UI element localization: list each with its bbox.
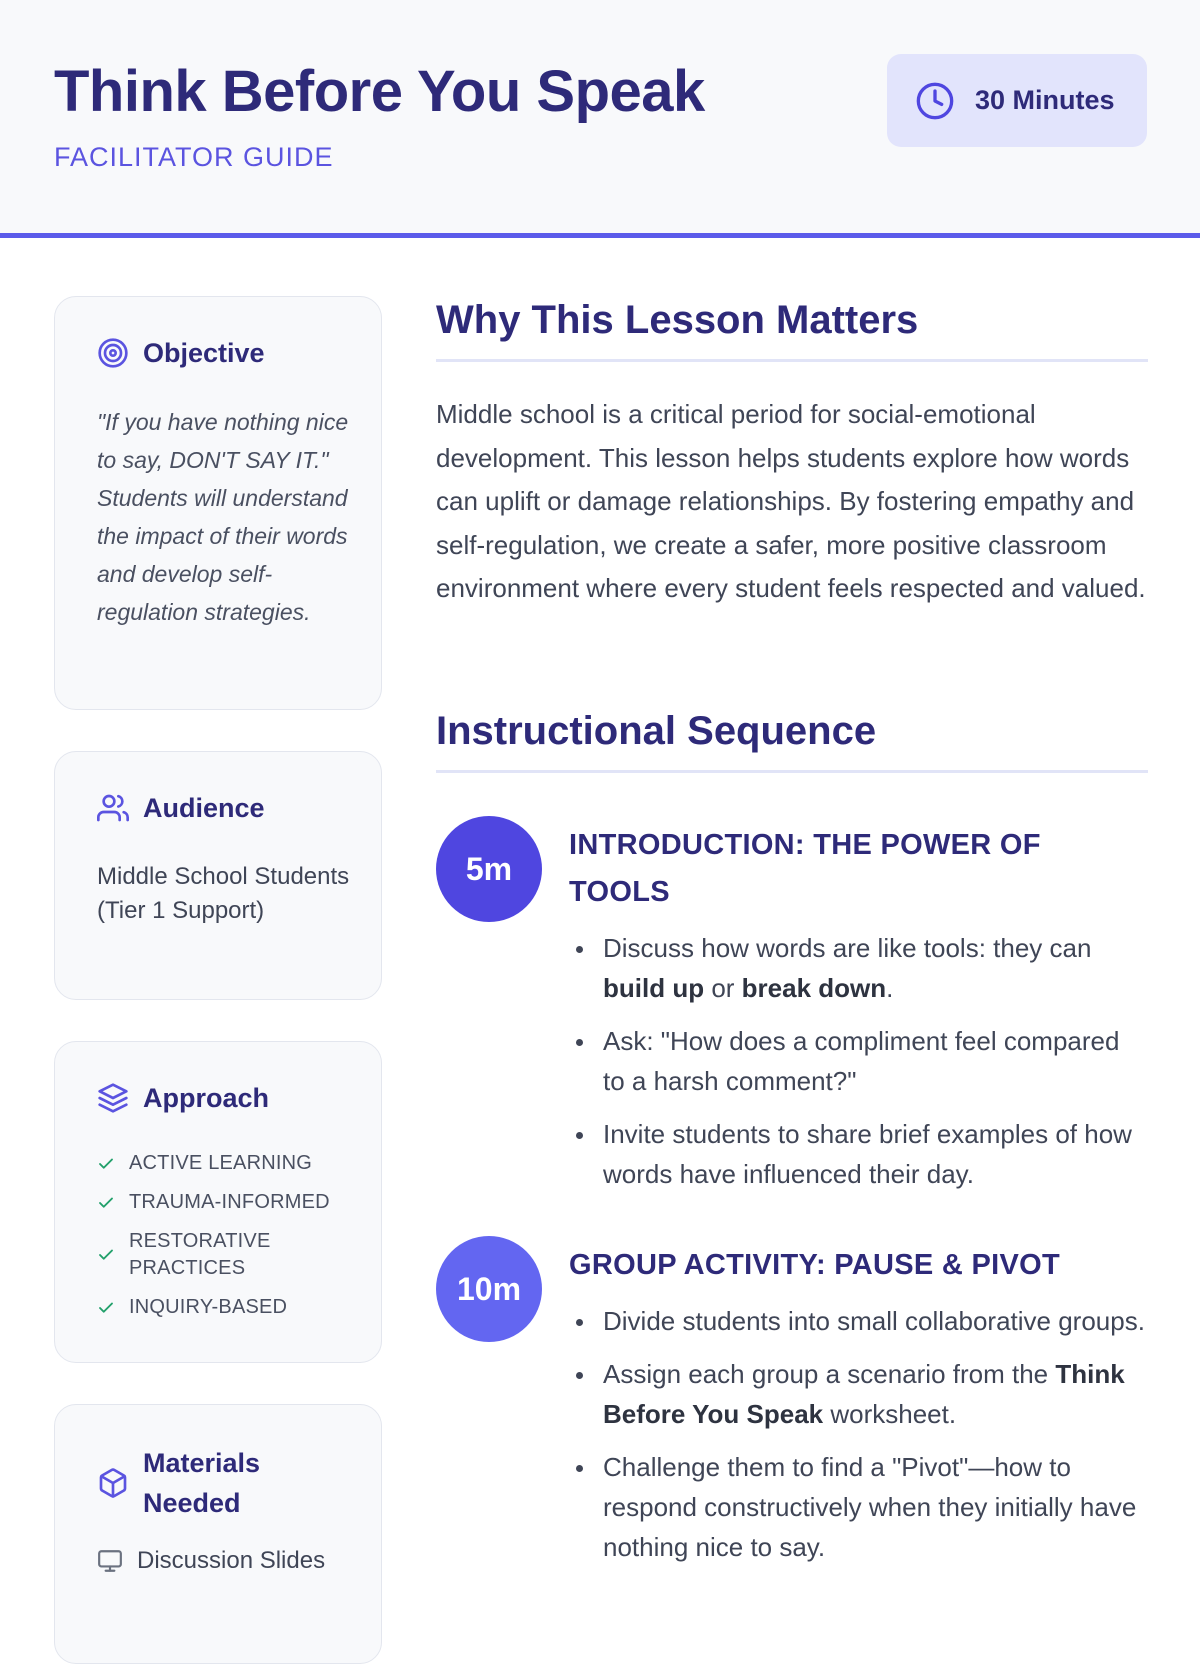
step-bullet: Discuss how words are like tools: they can build up or break down. — [603, 928, 1148, 1008]
approach-item — [97, 1294, 367, 1321]
step-bullet: Ask: "How does a compliment feel compared to a harsh comment?" — [603, 1021, 1148, 1101]
layers-icon — [97, 1082, 129, 1114]
approach-item — [97, 1150, 367, 1177]
objective-card — [54, 296, 382, 710]
audience-text: Middle School Students (Tier 1 Support) — [97, 863, 350, 924]
materials-header — [97, 1443, 283, 1523]
audience-title: Audience — [143, 792, 265, 823]
material-item-label: Discussion Slides — [137, 1547, 326, 1574]
check-icon — [97, 1299, 115, 1317]
approach-header — [97, 1082, 269, 1114]
objective-title: Objective — [143, 337, 265, 368]
page-title: Think Before You Speak — [54, 59, 705, 124]
materials-card — [54, 1404, 382, 1664]
approach-item — [97, 1228, 367, 1282]
approach-item-label: RESTORATIVE PRACTICES — [129, 1230, 271, 1279]
step-bullet: Divide students into small collaborative groups. — [603, 1301, 1148, 1341]
sequence-heading: Instructional Sequence — [436, 709, 1148, 773]
material-item — [97, 1547, 325, 1575]
monitor-icon — [97, 1548, 123, 1574]
objective-text: "If you have nothing nice to say, DON'T SAY IT." Students will understand the impact of their words and develop self-regulation strategies. — [97, 409, 349, 625]
check-icon — [97, 1155, 115, 1173]
step-time-badge: 10m — [436, 1236, 542, 1342]
objective-header — [97, 337, 265, 369]
materials-title: Materials Needed — [143, 1448, 261, 1518]
page-header — [0, 0, 1200, 238]
clock-icon — [915, 81, 955, 121]
approach-item-label: INQUIRY-BASED — [129, 1296, 288, 1318]
approach-item-label: TRAUMA-INFORMED — [129, 1191, 330, 1213]
why-text: Middle school is a critical period for social-emotional development. This lesson helps students explore how words can uplift or damage relationships. By fostering empathy and self-regulation, we create a safer, more positive classroom environment where every student feels respected and valued. — [436, 399, 1146, 603]
duration-label: 30 Minutes — [975, 85, 1115, 115]
approach-item — [97, 1189, 367, 1216]
step-bullet: Invite students to share brief examples of how words have influenced their day. — [603, 1114, 1148, 1194]
approach-item-label: ACTIVE LEARNING — [129, 1152, 313, 1174]
step-title: GROUP ACTIVITY: PAUSE & PIVOT — [569, 1249, 1061, 1281]
audience-header — [97, 792, 265, 824]
step-bullet-list — [603, 928, 1148, 1207]
page-subtitle: FACILITATOR GUIDE — [54, 142, 334, 172]
check-icon — [97, 1246, 115, 1264]
step-title: INTRODUCTION: THE POWER OF TOOLS — [569, 829, 1041, 908]
why-heading: Why This Lesson Matters — [436, 298, 1148, 362]
step-bullet: Challenge them to find a "Pivot"—how to respond constructively when they initially have nothing nice to say. — [603, 1447, 1148, 1567]
step-bullet-list — [603, 1301, 1148, 1580]
approach-title: Approach — [143, 1082, 270, 1113]
check-icon — [97, 1194, 115, 1212]
step-time-badge: 5m — [436, 816, 542, 922]
cube-icon — [97, 1467, 129, 1499]
audience-card — [54, 751, 382, 1000]
duration-badge — [887, 54, 1147, 147]
target-icon — [97, 337, 129, 369]
approach-card — [54, 1041, 382, 1363]
approach-list — [97, 1150, 367, 1333]
users-icon — [97, 792, 129, 824]
step-bullet: Assign each group a scenario from the Think Before You Speak worksheet. — [603, 1354, 1148, 1434]
